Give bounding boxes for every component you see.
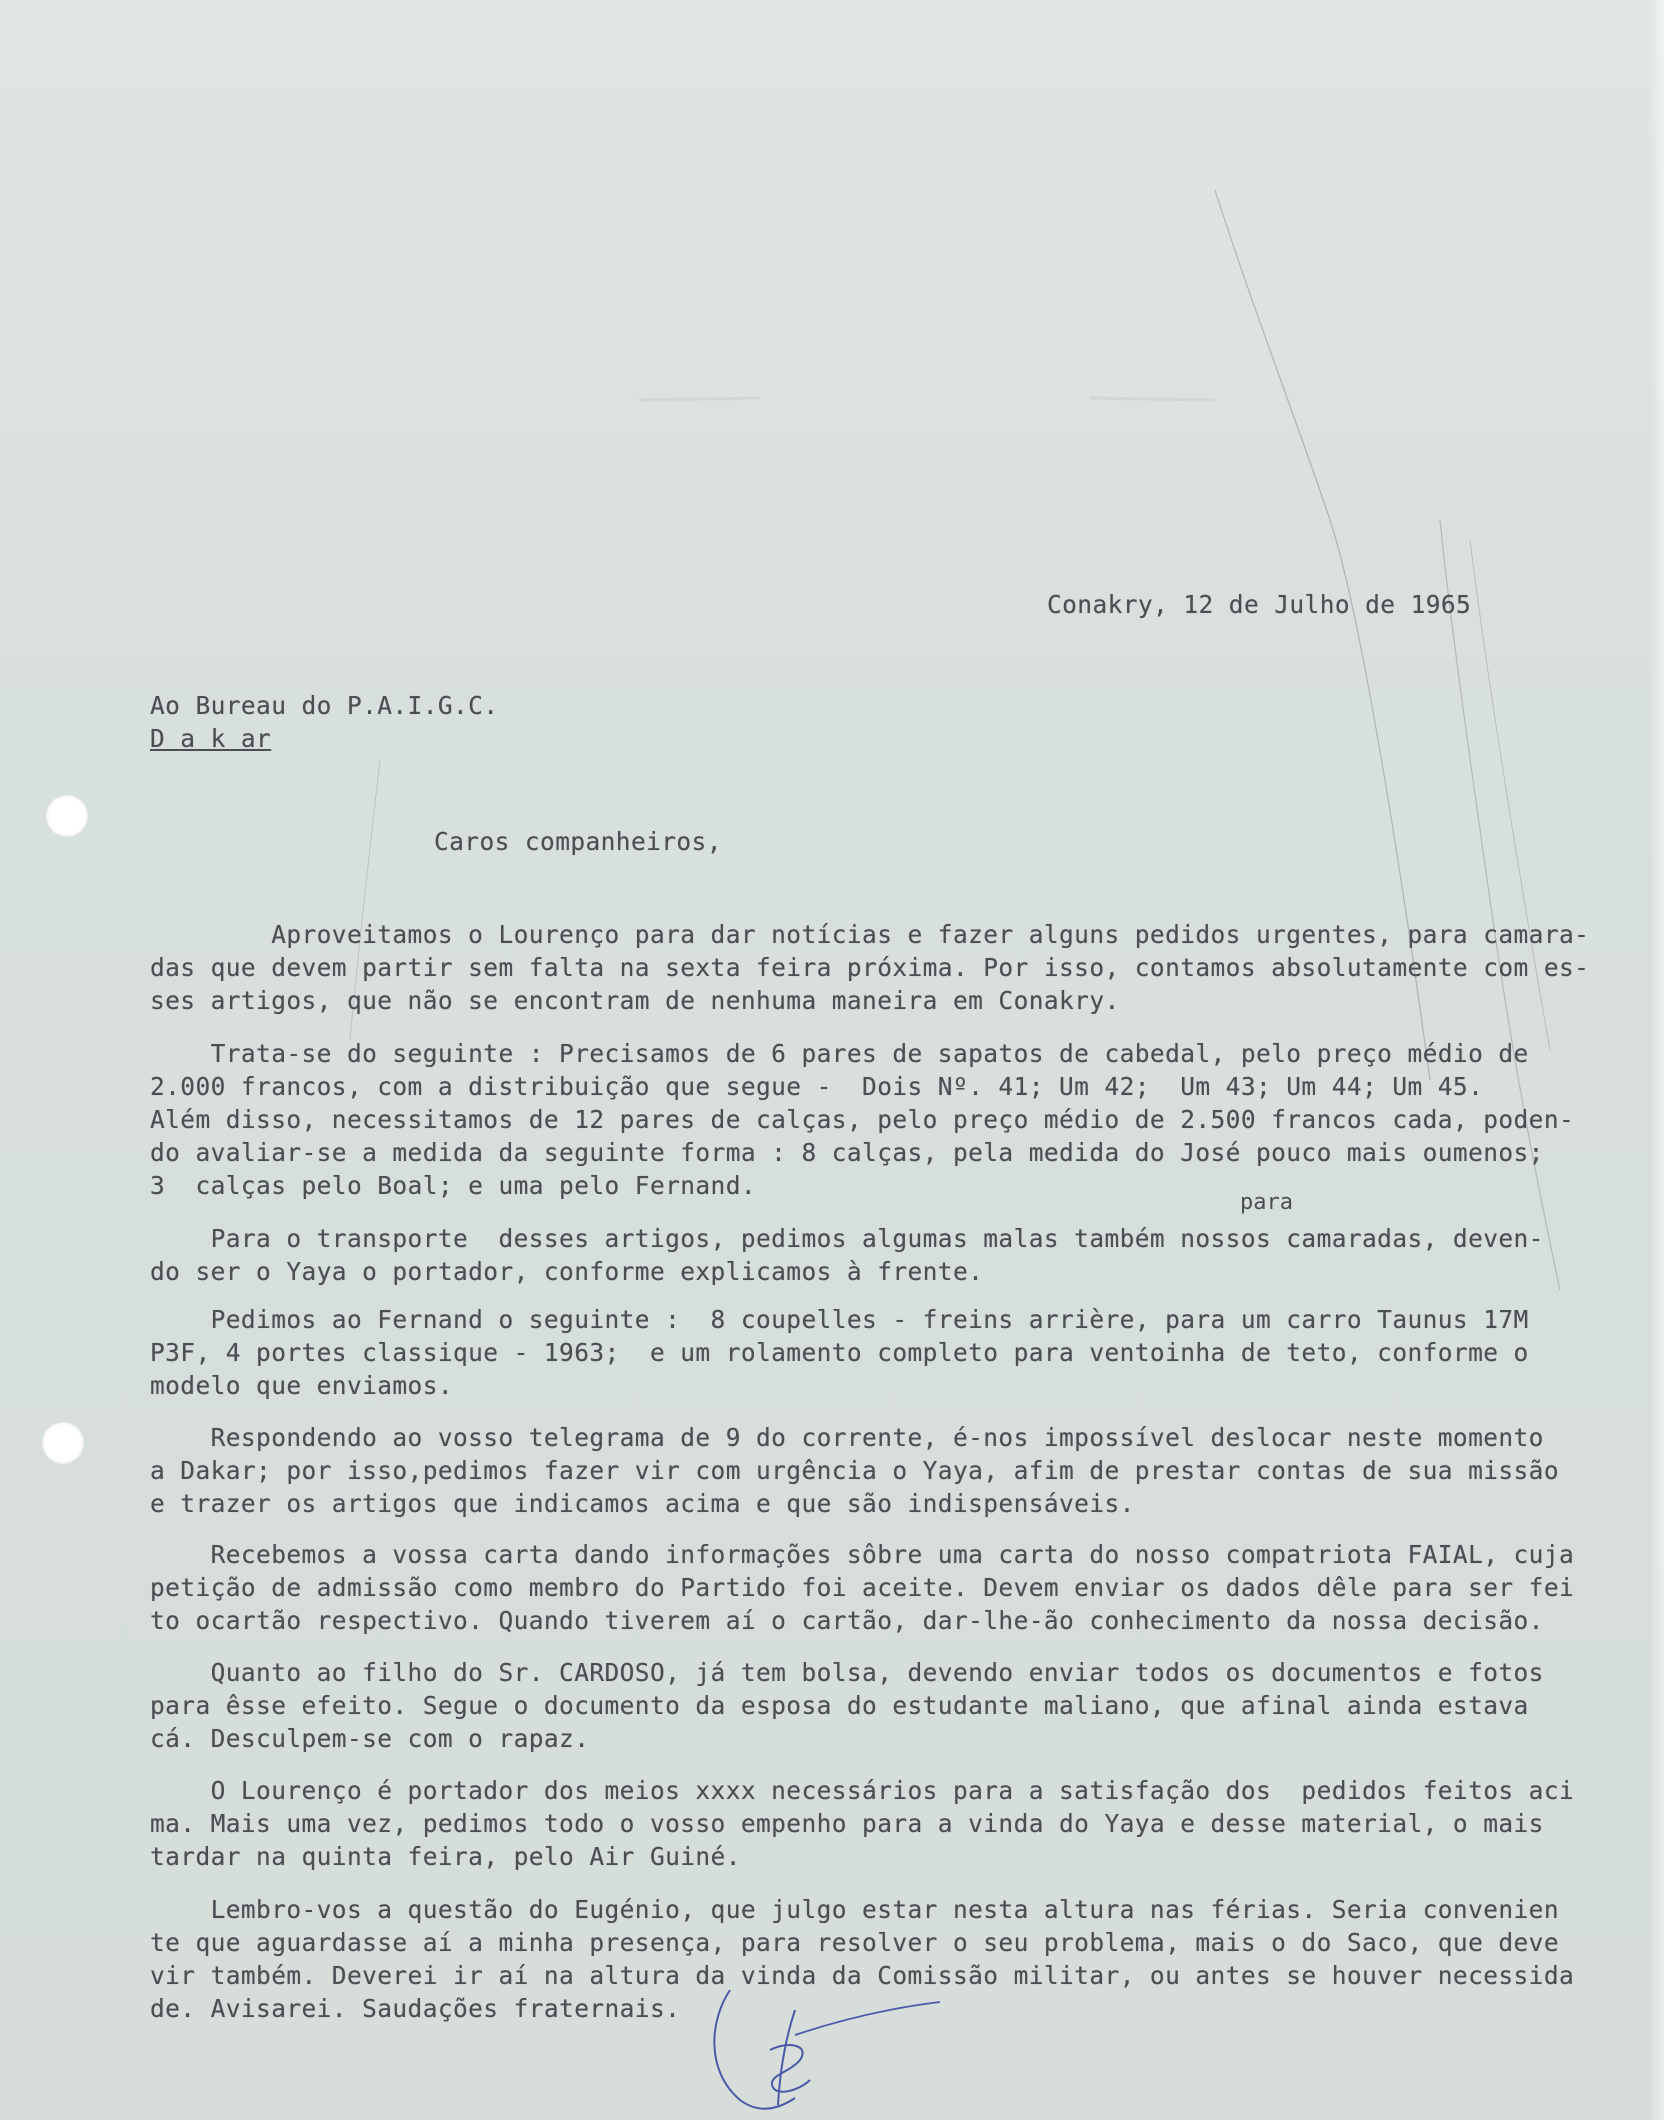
paragraph-line: para êsse efeito. Segue o documento da esposa do estudante maliano, que afinal ainda estava	[150, 1691, 1529, 1720]
salutation: Caros companheiros,	[434, 827, 722, 856]
date-line: Conakry, 12 de Julho de 1965	[1047, 590, 1472, 619]
paragraph-8	[150, 1774, 1640, 1873]
paragraph-line: Além disso, necessitamos de 12 pares de calças, pelo preço médio de 2.500 francos cada, poden-	[150, 1105, 1575, 1134]
paragraph-line: petição de admissão como membro do Partido foi aceite. Devem enviar os dados dêle para ser fei	[150, 1573, 1575, 1602]
paragraph-line: Trata-se do seguinte : Precisamos de 6 pares de sapatos de cabedal, pelo preço médio de	[150, 1039, 1529, 1068]
punch-hole-top	[46, 795, 88, 837]
paragraph-line: ma. Mais uma vez, pedimos todo o vosso empenho para a vinda do Yaya e desse material, o mais	[150, 1809, 1544, 1838]
paragraph-line: do avaliar-se a medida da seguinte forma : 8 calças, pela medida do José pouco mais oumenos;	[150, 1138, 1544, 1167]
paragraph-line: Pedimos ao Fernand o seguinte : 8 coupelles - freins arrière, para um carro Taunus 17M	[150, 1305, 1529, 1334]
paragraph-line: Respondendo ao vosso telegrama de 9 do corrente, é-nos impossível deslocar neste momento	[150, 1423, 1544, 1452]
paragraph-2	[150, 1037, 1640, 1202]
paragraph-line: to ocartão respectivo. Quando tiverem aí o cartão, dar-lhe-ão conhecimento da nossa decisão.	[150, 1606, 1544, 1635]
addressee-line: Ao Bureau do P.A.I.G.C.	[150, 691, 499, 720]
paragraph-line: tardar na quinta feira, pelo Air Guiné.	[150, 1842, 741, 1871]
paragraph-line: de. Avisarei. Saudações fraternais.	[150, 1994, 681, 2023]
paper-upper-band	[0, 0, 1664, 530]
addressee-city: D a k ar	[150, 724, 272, 753]
paragraph-4	[150, 1303, 1640, 1402]
paragraph-3	[150, 1222, 1640, 1288]
paragraph-line: vir também. Deverei ir aí na altura da vinda da Comissão militar, ou antes se houver necessida	[150, 1961, 1575, 1990]
interlinear-insert: para	[1240, 1190, 1293, 1215]
paper-right-edge	[1650, 0, 1664, 2120]
paragraph-line: O Lourenço é portador dos meios xxxx necessários para a satisfação dos pedidos feitos aci	[150, 1776, 1575, 1805]
paragraph-line: a Dakar; por isso,pedimos fazer vir com urgência o Yaya, afim de prestar contas de sua missão	[150, 1456, 1559, 1485]
paragraph-line: P3F, 4 portes classique - 1963; e um rolamento completo para ventoinha de teto, conforme o	[150, 1338, 1529, 1367]
paragraph-line: Recebemos a vossa carta dando informações sôbre uma carta do nosso compatriota FAIAL, cuja	[150, 1540, 1575, 1569]
paragraph-line: cá. Desculpem-se com o rapaz.	[150, 1724, 590, 1753]
paragraph-line: te que aguardasse aí a minha presença, para resolver o seu problema, mais o do Saco, que deve	[150, 1928, 1559, 1957]
paragraph-line: 2.000 francos, com a distribuição que segue - Dois Nº. 41; Um 42; Um 43; Um 44; Um 45.	[150, 1072, 1484, 1101]
paragraph-7	[150, 1656, 1640, 1755]
paragraph-line: e trazer os artigos que indicamos acima e que são indispensáveis.	[150, 1489, 1135, 1518]
punch-hole-bottom	[42, 1422, 84, 1464]
paragraph-line: Aproveitamos o Lourenço para dar notícias e fazer alguns pedidos urgentes, para camara-	[150, 920, 1590, 949]
paragraph-line: das que devem partir sem falta na sexta feira próxima. Por isso, contamos absolutamente com es-	[150, 953, 1590, 982]
paragraph-line: ses artigos, que não se encontram de nenhuma maneira em Conakry.	[150, 986, 1120, 1015]
paragraph-line: Lembro-vos a questão do Eugénio, que julgo estar nesta altura nas férias. Seria convenien	[150, 1895, 1559, 1924]
paragraph-line: do ser o Yaya o portador, conforme explicamos à frente.	[150, 1257, 984, 1286]
paragraph-line: 3 calças pelo Boal; e uma pelo Fernand.	[150, 1171, 757, 1200]
handwritten-signature	[700, 1980, 960, 2120]
paragraph-6	[150, 1538, 1640, 1637]
paragraph-1	[150, 918, 1640, 1017]
paragraph-5	[150, 1421, 1640, 1520]
paragraph-line: Para o transporte desses artigos, pedimos algumas malas também nossos camaradas, deven-	[150, 1224, 1544, 1253]
paragraph-line: Quanto ao filho do Sr. CARDOSO, já tem bolsa, devendo enviar todos os documentos e fotos	[150, 1658, 1544, 1687]
paragraph-line: modelo que enviamos.	[150, 1371, 454, 1400]
